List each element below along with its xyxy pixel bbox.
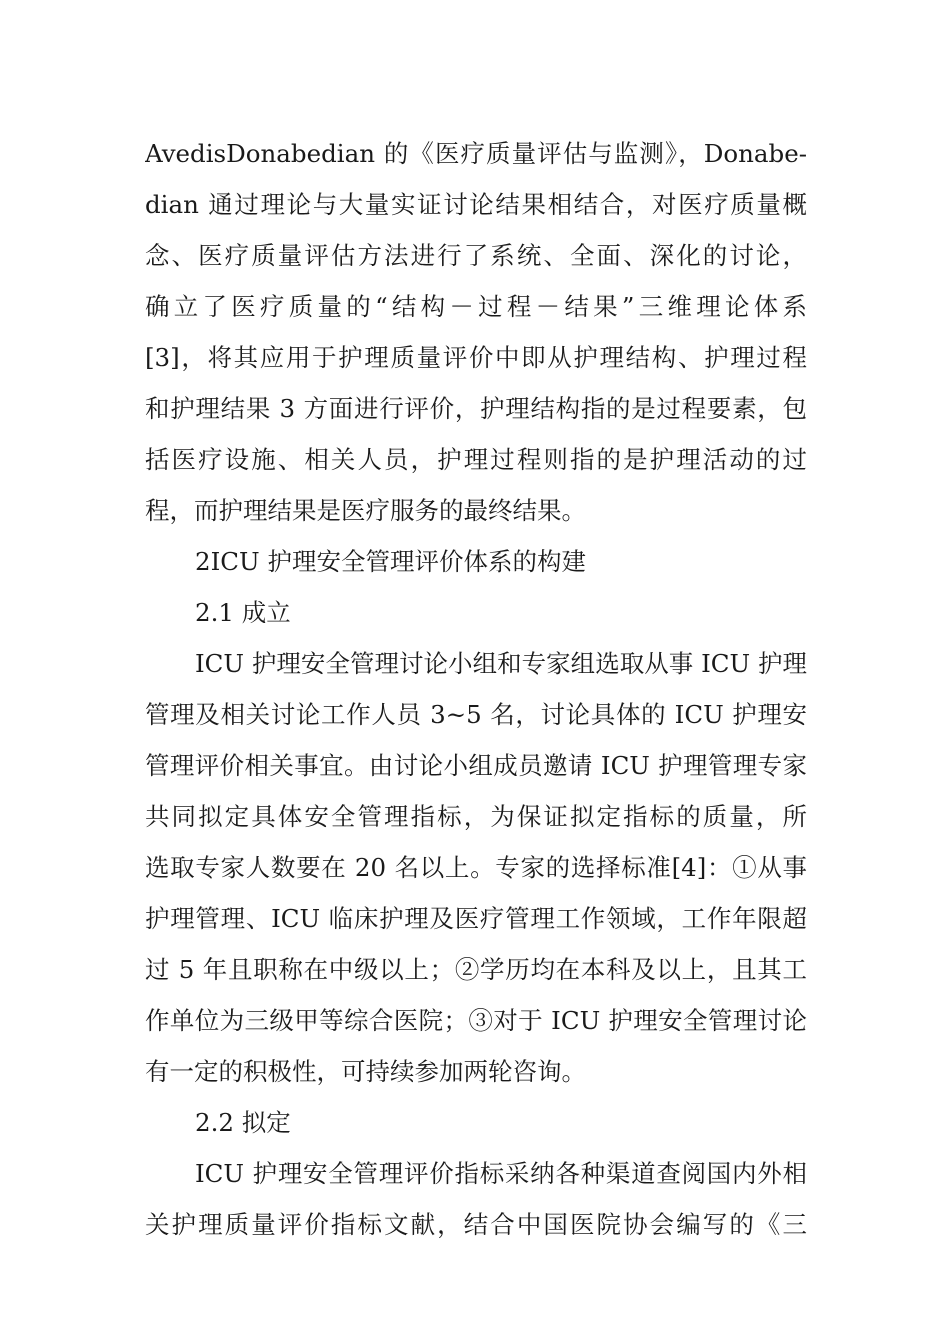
paragraph-team [145, 638, 807, 1097]
subsection-heading: 2.2 拟定 [195, 1108, 291, 1137]
text-line: 念、医疗质量评估方法进行了系统、全面、深化的讨论， [145, 241, 807, 270]
text-line: 程，而护理结果是医疗服务的最终结果。 [145, 496, 586, 525]
text-line: 护理管理、ICU 临床护理及医疗管理工作领域，工作年限超 [145, 904, 807, 933]
text-line: [3]，将其应用于护理质量评价中即从护理结构、护理过程 [145, 343, 807, 372]
text-line: 有一定的积极性，可持续参加两轮咨询。 [145, 1057, 586, 1086]
text-line: ICU 护理安全管理评价指标采纳各种渠道查阅国内外相 [195, 1159, 807, 1188]
text-line: 管理评价相关事宜。由讨论小组成员邀请 ICU 护理管理专家 [145, 751, 807, 780]
paragraph-intro [145, 128, 807, 536]
document-body [145, 128, 807, 1250]
paragraph-draft [145, 1148, 807, 1250]
text-line: 管理及相关讨论工作人员 3~5 名，讨论具体的 ICU 护理安 [145, 700, 807, 729]
text-line: 过 5 年且职称在中级以上；②学历均在本科及以上，且其工 [145, 955, 807, 984]
text-line: dian 通过理论与大量实证讨论结果相结合，对医疗质量概 [145, 190, 807, 219]
text-line: 选取专家人数要在 20 名以上。专家的选择标准[4]：①从事 [145, 853, 807, 882]
text-line: 关护理质量评价指标文献，结合中国医院协会编写的《三 [145, 1210, 807, 1239]
text-line: ICU 护理安全管理讨论小组和专家组选取从事 ICU 护理 [195, 649, 807, 678]
text-line: 括医疗设施、相关人员，护理过程则指的是护理活动的过 [145, 445, 807, 474]
text-line: 和护理结果 3 方面进行评价，护理结构指的是过程要素，包 [145, 394, 807, 423]
section-heading: 2ICU 护理安全管理评价体系的构建 [195, 547, 586, 576]
text-line: AvedisDonabedian 的《医疗质量评估与监测》，Donabe- [145, 139, 807, 168]
text-line: 共同拟定具体安全管理指标，为保证拟定指标的质量，所 [145, 802, 807, 831]
subsection-heading: 2.1 成立 [195, 598, 291, 627]
text-line: 作单位为三级甲等综合医院；③对于 ICU 护理安全管理讨论 [145, 1006, 807, 1035]
text-line: 确立了医疗质量的“结构－过程－结果”三维理论体系 [145, 292, 807, 321]
